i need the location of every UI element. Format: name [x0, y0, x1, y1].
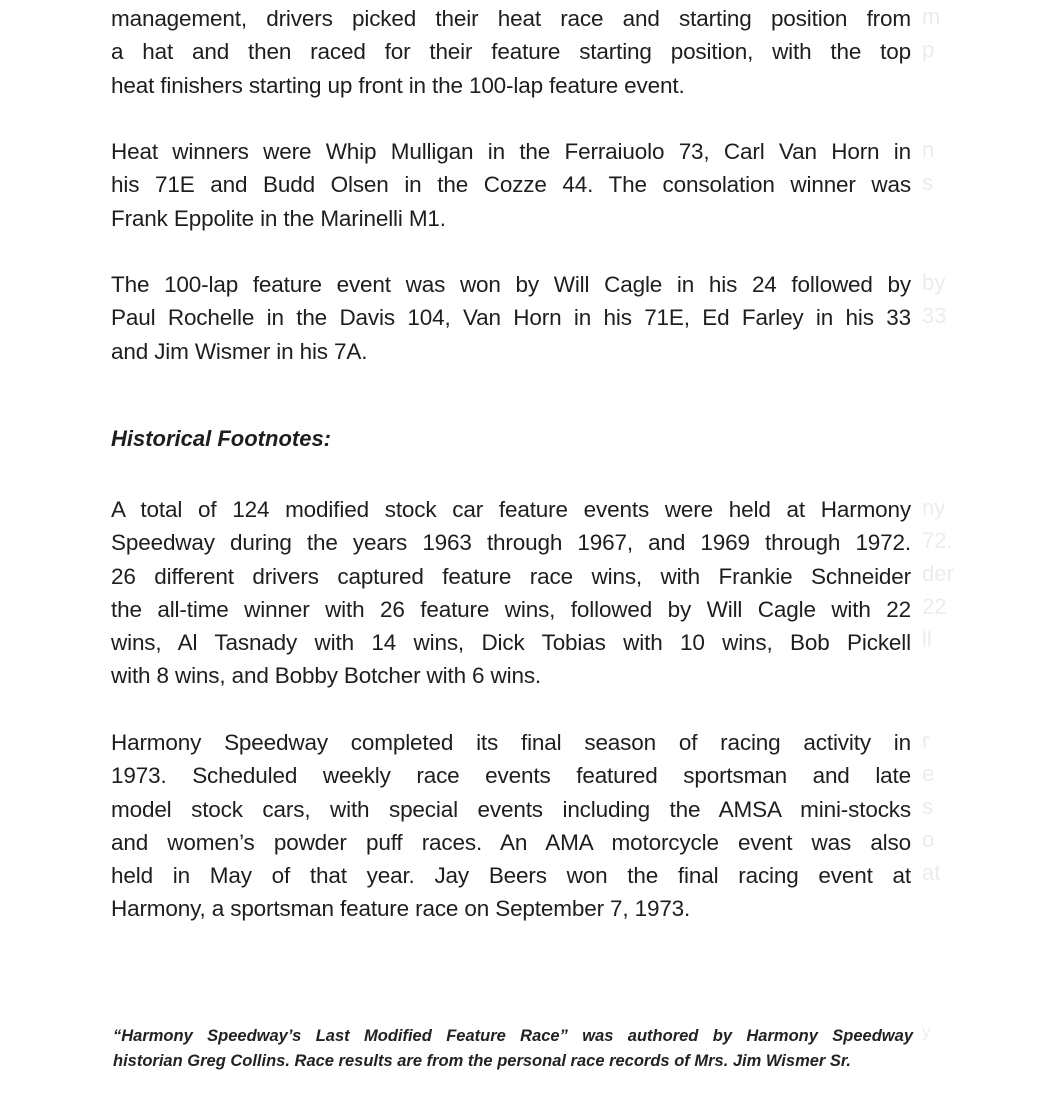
paragraph-feature-stats [111, 493, 911, 693]
text-line: A total of 124 modified stock car feature events were held at Harmony [111, 497, 911, 522]
text-line: The 100-lap feature event was won by Will Cagle in his 24 followed by [111, 272, 911, 297]
text-line: the all-time winner with 26 feature wins, followed by Will Cagle with 22 [111, 596, 911, 622]
text-line: historian Greg Collins. Race results are from the personal race records of Mrs. Jim Wismer Sr. [113, 1052, 852, 1070]
text-line: and women’s powder puff races. An AMA motorcycle event was also [111, 829, 911, 855]
text-line: “Harmony Speedway’s Last Modified Feature Race” was authored by Harmony Speedway [113, 1027, 913, 1045]
text-line: heat finishers starting up front in the 100-lap feature event. [111, 72, 685, 98]
bleed-through-text: 72. [922, 528, 953, 553]
bleed-through-text: p [922, 37, 935, 62]
bleed-through-text: s [922, 170, 933, 195]
text-line: held in May of that year. Jay Beers won the final racing event at [111, 863, 911, 889]
text-line: Heat winners were Whip Mulligan in the Ferraiuolo 73, Carl Van Horn in [111, 139, 911, 164]
bleed-through-text: ny [922, 495, 946, 520]
bleed-through-text: o [922, 827, 935, 852]
text-line: with 8 wins, and Bobby Botcher with 6 wins. [111, 663, 542, 689]
text-line: model stock cars, with special events including the AMSA mini-stocks [111, 796, 911, 822]
text-line: 1973. Scheduled weekly race events featured sportsman and late [111, 763, 911, 789]
paragraph-heat-winners [111, 135, 911, 235]
bleed-through-text: m [922, 4, 941, 29]
bleed-through-text: y [922, 1022, 931, 1041]
bleed-through-text: s [922, 794, 933, 819]
paragraph-feature-results [111, 268, 911, 368]
text-line: and Jim Wismer in his 7A. [111, 338, 368, 364]
paragraph-final-season [111, 726, 911, 926]
text-line: 26 different drivers captured feature race wins, with Frankie Schneider [111, 563, 911, 589]
text-line: Paul Rochelle in the Davis 104, Van Horn in his 71E, Ed Farley in his 33 [111, 305, 911, 331]
bleed-through-text: by [922, 270, 946, 295]
text-line: management, drivers picked their heat race and starting position from [111, 6, 911, 31]
text-line: Speedway during the years 1963 through 1967, and 1969 through 1972. [111, 530, 911, 556]
bleed-through-text: 22 [922, 594, 947, 619]
text-line: a hat and then raced for their feature starting position, with the top [111, 39, 911, 65]
bleed-through-text: at [922, 860, 941, 885]
bleed-through-text: der [922, 561, 954, 586]
text-line: his 71E and Budd Olsen in the Cozze 44. The consolation winner was [111, 172, 911, 198]
text-line: wins, Al Tasnady with 14 wins, Dick Tobias with 10 wins, Bob Pickell [111, 630, 911, 656]
section-heading: Historical Footnotes: [111, 426, 332, 451]
paragraph-intro-continued [111, 2, 911, 102]
text-line: Harmony Speedway completed its final season of racing activity in [111, 730, 911, 755]
bleed-through-text: e [922, 761, 935, 786]
text-line: Frank Eppolite in the Marinelli M1. [111, 205, 446, 231]
bleed-through-text: 33 [922, 303, 947, 328]
attribution-note [113, 1024, 913, 1074]
text-line: Harmony, a sportsman feature race on September 7, 1973. [111, 896, 691, 922]
bleed-through-text: r [922, 728, 930, 753]
bleed-through-text: n [922, 137, 935, 162]
bleed-through-text: ll [922, 627, 932, 652]
